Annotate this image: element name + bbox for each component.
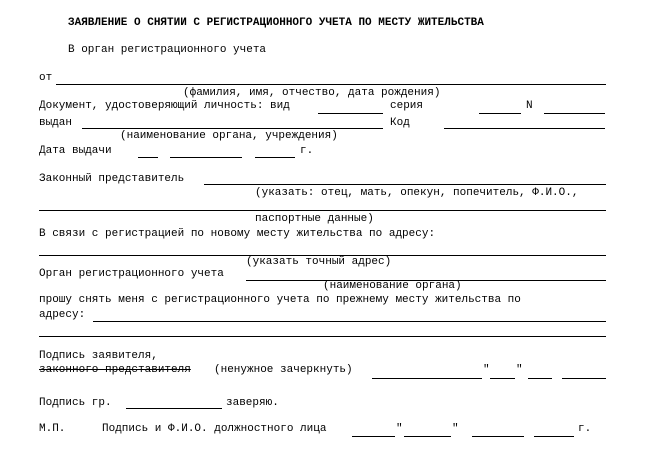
number-line[interactable] (544, 113, 605, 114)
from-hint: (фамилия, имя, отчество, дата рождения) (183, 87, 441, 99)
official-year-line[interactable] (534, 436, 574, 437)
code-line[interactable] (444, 128, 605, 129)
issue-year-suffix: г. (300, 145, 314, 157)
form-title: ЗАЯВЛЕНИЕ О СНЯТИИ С РЕГИСТРАЦИОННОГО УЧЕТА ПО МЕСТУ ЖИТЕЛЬСТВА (68, 17, 484, 29)
document-type-line[interactable] (318, 113, 383, 114)
representative-label: Законный представитель (39, 173, 185, 185)
series-line[interactable] (479, 113, 521, 114)
applicant-sign-day-line[interactable] (490, 378, 515, 379)
representative-line-2[interactable] (39, 210, 606, 211)
document-type-label: Документ, удостоверяющий личность: вид (39, 100, 290, 112)
organ-hint: (наименование органа) (323, 280, 462, 292)
strike-hint: (ненужное зачеркнуть) (214, 364, 353, 376)
representative-strike-text: законного представителя (39, 364, 191, 376)
to-organ-label: В орган регистрационного учета (68, 44, 267, 56)
citizen-signature-line[interactable] (126, 408, 222, 409)
citizen-signature-label: Подпись гр. (39, 397, 112, 409)
issue-month-line[interactable] (170, 157, 242, 158)
representative-line[interactable] (204, 184, 606, 185)
number-label: N (526, 100, 533, 112)
official-signature-line[interactable] (352, 436, 395, 437)
issued-by-line[interactable] (82, 128, 383, 129)
quote-open-2: " (396, 423, 403, 435)
issue-day-line[interactable] (138, 157, 158, 158)
organ-label: Орган регистрационного учета (39, 268, 224, 280)
request-text-2: адресу: (39, 309, 86, 321)
representative-hint-1: (указать: отец, мать, опекун, попечитель, Ф.И.О., (255, 187, 579, 199)
from-label: от (39, 72, 53, 84)
certify-label: заверяю. (226, 397, 279, 409)
representative-hint-2: паспортные данные) (255, 213, 374, 225)
official-day-line[interactable] (404, 436, 451, 437)
old-address-line[interactable] (93, 321, 606, 322)
quote-close-2: " (452, 423, 459, 435)
request-text-1: прошу снять меня с регистрационного учета по прежнему месту жительства по (39, 294, 521, 306)
issue-year-line[interactable] (255, 157, 295, 158)
applicant-sign-year-line[interactable] (562, 378, 606, 379)
quote-close-1: " (516, 364, 523, 376)
address-hint: (указать точный адрес) (246, 256, 392, 268)
applicant-signature-label: Подпись заявителя, (39, 350, 158, 362)
old-address-line-2[interactable] (39, 336, 606, 337)
issued-by-label: выдан (39, 117, 73, 129)
applicant-signature-line[interactable] (372, 378, 482, 379)
new-address-label: В связи с регистрацией по новому месту жительства по адресу: (39, 228, 436, 240)
official-month-line[interactable] (472, 436, 524, 437)
code-label: Код (390, 117, 410, 129)
seal-label: М.П. (39, 423, 66, 435)
issue-date-label: Дата выдачи (39, 145, 112, 157)
official-year-suffix: г. (578, 423, 592, 435)
quote-open-1: " (483, 364, 490, 376)
from-field-line[interactable] (56, 84, 606, 85)
applicant-sign-month-line[interactable] (528, 378, 552, 379)
official-signature-label: Подпись и Ф.И.О. должностного лица (102, 423, 327, 435)
issuer-hint: (наименование органа, учреждения) (120, 130, 338, 142)
series-label: серия (390, 100, 424, 112)
